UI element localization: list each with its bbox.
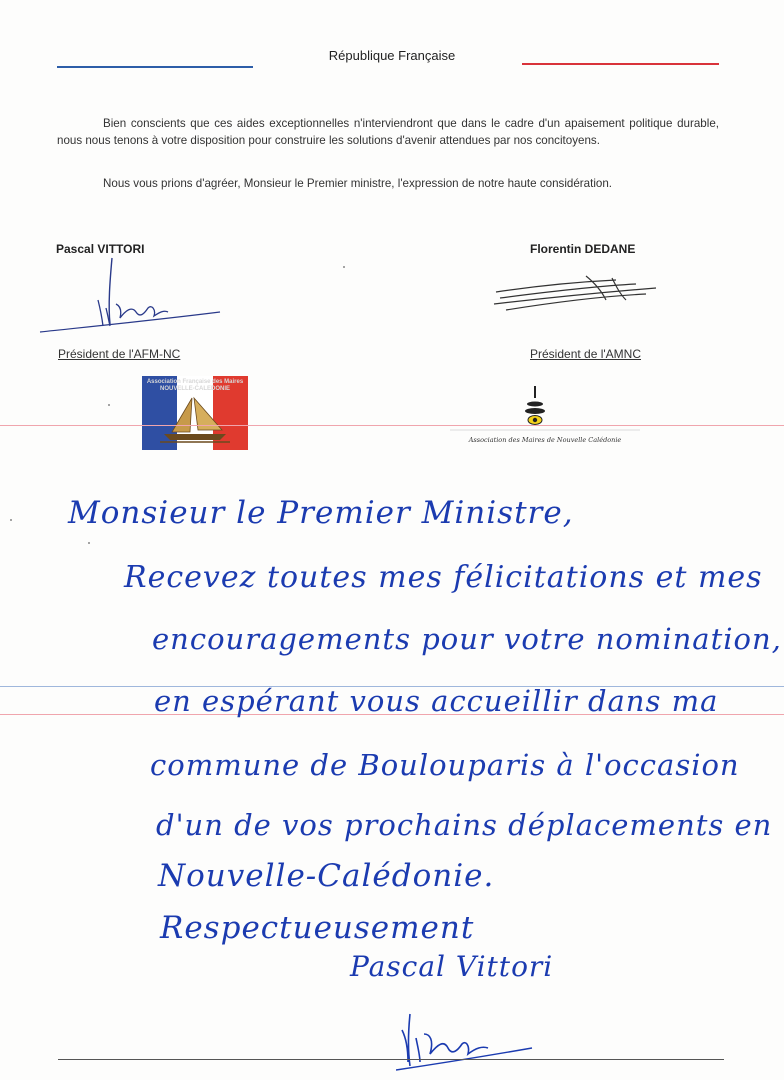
handwritten-line-1: Monsieur le Premier Ministre, bbox=[68, 495, 574, 531]
ruled-line-red-1 bbox=[0, 425, 784, 426]
handwritten-line-4: en espérant vous accueillir dans ma bbox=[154, 684, 719, 718]
bottom-rule bbox=[58, 1059, 724, 1060]
canoe-icon bbox=[142, 376, 248, 450]
handwritten-signature-name: Pascal Vittori bbox=[350, 950, 554, 983]
signature-left bbox=[36, 250, 236, 340]
signatory-right-name: Florentin DEDANE bbox=[530, 242, 636, 256]
scan-speck bbox=[108, 404, 110, 406]
amnc-logo-text: Association des Maires de Nouvelle Calédonie bbox=[468, 436, 622, 444]
afm-nc-logo bbox=[142, 376, 248, 450]
signatory-left-name: Pascal VITTORI bbox=[56, 242, 145, 256]
handwritten-line-7: Nouvelle-Calédonie. bbox=[158, 858, 495, 894]
body-paragraph-2: Nous vous prions d'agréer, Monsieur le Premier ministre, l'expression de notre haute considération. bbox=[103, 177, 613, 190]
scan-speck bbox=[343, 266, 345, 268]
handwritten-line-2: Recevez toutes mes félicitations et mes bbox=[124, 560, 763, 595]
handwritten-signature-mark bbox=[396, 1004, 536, 1074]
amnc-emblem-icon bbox=[450, 382, 640, 434]
signatory-left-title: Président de l'AFM-NC bbox=[58, 347, 181, 361]
afm-nc-logo-text: Association Française des Maires NOUVELLE-CALEDONIE bbox=[146, 379, 244, 392]
handwritten-line-8: Respectueusement bbox=[160, 910, 475, 946]
handwritten-line-3: encouragements pour votre nomination, bbox=[152, 622, 782, 656]
header-rule-blue bbox=[57, 66, 253, 68]
header-rule-red bbox=[522, 63, 719, 65]
document-header-title: République Française bbox=[328, 48, 456, 63]
scan-speck bbox=[88, 542, 90, 544]
signature-right bbox=[486, 272, 676, 322]
handwritten-line-6: d'un de vos prochains déplacements en bbox=[156, 808, 773, 842]
scan-speck bbox=[10, 519, 12, 521]
amnc-logo bbox=[450, 382, 640, 452]
handwritten-line-5: commune de Boulouparis à l'occasion bbox=[150, 748, 740, 782]
signatory-right-title: Président de l'AMNC bbox=[530, 347, 641, 361]
body-paragraph-1: Bien conscients que ces aides exceptionnelles n'interviendront que dans le cadre d'un apaisement politique durable, nous nous tenons à votre disposition pour construire les solutions d'avenir attendues par nos concitoyens. bbox=[57, 117, 719, 147]
